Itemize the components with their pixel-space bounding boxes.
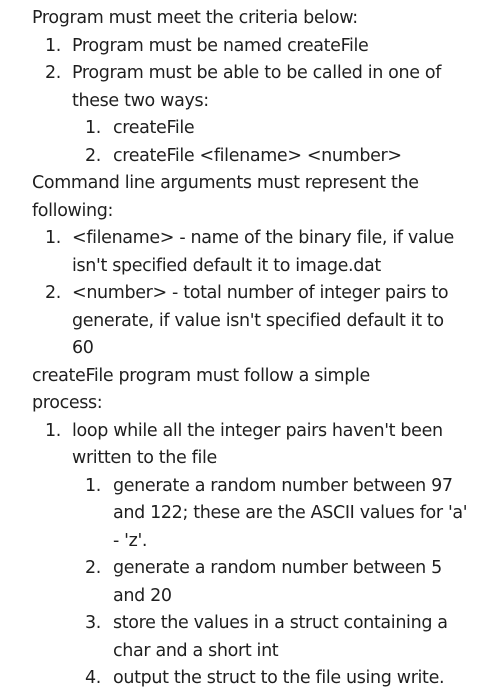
list-number: 2. xyxy=(45,63,61,83)
criteria-item xyxy=(45,33,467,61)
list-number: 1. xyxy=(85,475,101,496)
loop-step-item xyxy=(85,473,473,556)
list-item-text: loop while all the integer pairs haven't been written to the file xyxy=(72,420,443,468)
list-item-text: <number> - total number of integer pairs to generate, if value isn't specified default it to 60 xyxy=(72,283,449,358)
call-way-item xyxy=(85,115,473,143)
list-item-text: createFile <filename> <number> xyxy=(113,145,402,166)
loop-step-item xyxy=(85,665,473,693)
list-number: 1. xyxy=(85,118,101,138)
process-heading: createFile program must follow a simple process: xyxy=(32,365,370,413)
list-item-text: createFile xyxy=(113,118,195,138)
list-item-text: output the struct to the file using write. xyxy=(113,668,445,688)
args-heading: Command line arguments must represent the following: xyxy=(32,173,419,221)
loop-step-item xyxy=(85,610,473,665)
argument-item xyxy=(45,225,467,280)
list-number: 4. xyxy=(85,668,101,688)
list-number: 1. xyxy=(45,420,61,441)
list-item-text: store the values in a struct containing a char and a short int xyxy=(113,613,448,661)
list-number: 2. xyxy=(85,145,101,166)
list-item-text: generate a random number between 97 and 122; these are the ASCII values for 'a' - 'z'. xyxy=(113,475,468,551)
call-way-item xyxy=(85,143,473,171)
argument-item xyxy=(45,280,467,363)
process-item xyxy=(45,418,467,473)
list-item-text: Program must be named createFile xyxy=(72,35,369,56)
list-item-text: Program must be able to be called in one of these two ways: xyxy=(72,63,442,111)
intro-text: Program must meet the criteria below: xyxy=(32,8,358,28)
list-number: 1. xyxy=(45,35,61,56)
list-number: 3. xyxy=(85,613,101,633)
list-number: 2. xyxy=(45,283,61,303)
list-item-text: <filename> - name of the binary file, if value isn't specified default it to image.dat xyxy=(72,228,454,276)
criteria-item xyxy=(45,60,467,115)
list-number: 2. xyxy=(85,558,101,578)
list-item-text: generate a random number between 5 and 20 xyxy=(113,558,442,606)
list-number: 1. xyxy=(45,228,61,248)
loop-step-item xyxy=(85,555,473,610)
